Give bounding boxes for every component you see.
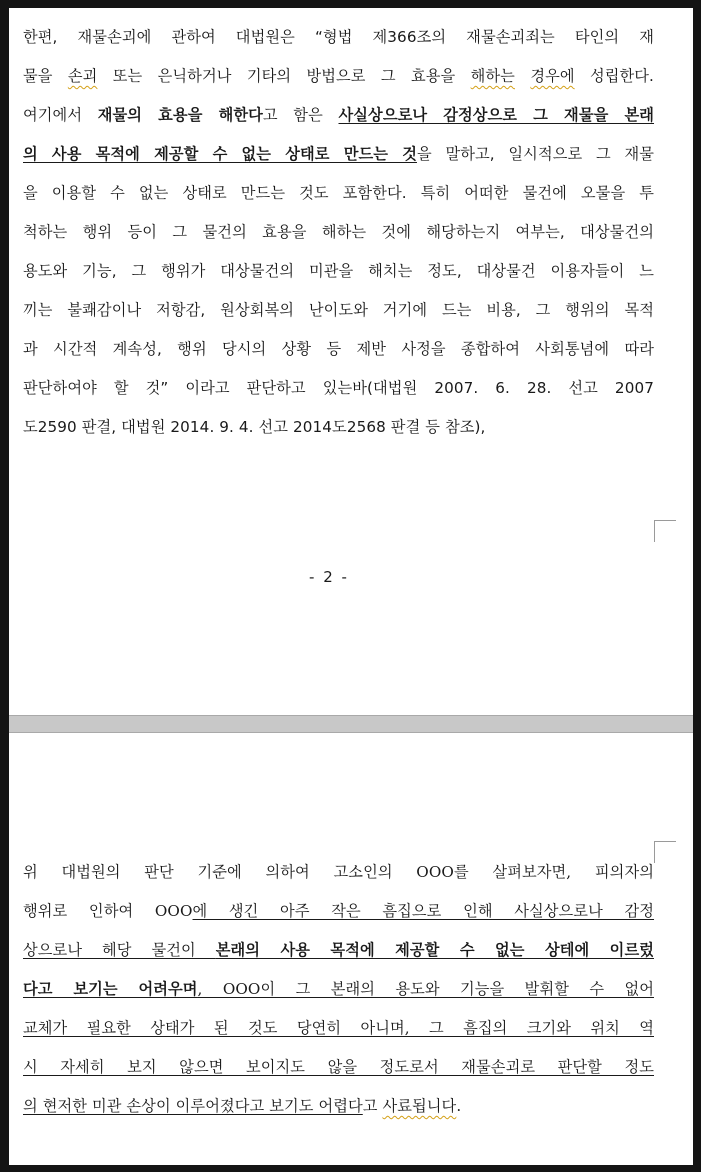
text-run: 또는 은닉하거나 기타의 방법으로 그 효용을 <box>97 67 471 85</box>
text-line <box>23 291 654 330</box>
text-run: 경우에 <box>530 67 575 85</box>
text-run: 본래의 사용 목적에 제공할 수 없는 상테에 이르렀 <box>215 941 654 959</box>
text-line <box>23 252 654 291</box>
text-line <box>23 1087 654 1126</box>
text-run: 을 말하고, 일시적으로 그 재물 <box>416 145 654 163</box>
text-line <box>23 892 654 931</box>
text-line <box>23 369 654 408</box>
text-run: 용도와 기능, 그 행위가 대상물건의 미관을 해치는 정도, 대상물건 이용자들이 느 <box>23 262 654 280</box>
text-line <box>23 1048 654 1087</box>
text-line <box>23 1009 654 1048</box>
text-run: 성립한다. <box>574 67 654 85</box>
text-line <box>23 408 654 447</box>
text-run: 여기에서 <box>23 106 98 124</box>
text-run: 상으로나 헤당 물건이 <box>23 941 216 959</box>
text-run: 한편, 재물손괴에 관하여 대법원은 “형법 제366조의 재물손괴죄는 타인의 재 <box>23 28 654 46</box>
text-run: 다고 보기는 어려우며 <box>23 980 198 998</box>
text-run: 행위로 인하여 OOO <box>23 902 193 920</box>
text-run: 의 현저한 미관 손상이 이루어졌다고 보기도 어렵다 <box>23 1097 363 1115</box>
text-run: 척하는 행위 등이 그 물건의 효용을 해하는 것에 해당하는지 여부는, 대상물건의 <box>23 223 654 241</box>
text-run: 사실상으로나 감정상으로 그 재물을 본래 <box>338 106 655 124</box>
text-line <box>23 96 654 135</box>
text-run: 재물의 효용을 해한다 <box>97 106 263 124</box>
text-run: 과 시간적 계속성, 행위 당시의 상황 등 제반 사정을 종합하여 사회통념에 따라 <box>23 340 654 358</box>
text-run: 손괴 <box>67 67 98 85</box>
text-run <box>515 67 530 85</box>
text-run: , OOO이 그 본래의 용도와 기능을 발휘할 수 없어 <box>197 980 654 998</box>
text-run: 고 <box>362 1097 383 1115</box>
text-line <box>23 135 654 174</box>
text-line <box>23 970 654 1009</box>
text-line <box>23 853 654 892</box>
text-run: 위 대법원의 판단 기준에 의하여 고소인의 OOO를 살펴보자면, 피의자의 <box>23 863 654 881</box>
text-run: 판단하여야 할 것” 이라고 판단하고 있는바(대법원 2007. 6. 28. 선고 2007 <box>23 379 654 397</box>
text-run: . <box>456 1097 462 1115</box>
text-run: 도2590 판결, 대법원 2014. 9. 4. 선고 2014도2568 판결 등 참조), <box>23 418 486 436</box>
text-run: 을 이용할 수 없는 상태로 만드는 것도 포함한다. 특히 어떠한 물건에 오물을 투 <box>23 184 654 202</box>
paragraph-end-marker <box>654 520 676 542</box>
text-run: 교체가 필요한 상태가 된 것도 당연히 아니며, 그 흠집의 크기와 위치 역 <box>23 1019 654 1037</box>
page-separator <box>9 715 693 733</box>
text-run: 사료됩니다 <box>382 1097 457 1115</box>
text-line <box>23 931 654 970</box>
page-number: - 2 - <box>309 568 349 586</box>
text-run: 고 함은 <box>262 106 339 124</box>
document-page-top <box>9 8 693 715</box>
text-run: 해하는 <box>470 67 515 85</box>
document-page-bottom <box>9 733 693 1165</box>
text-run: 물을 <box>23 67 68 85</box>
paragraph-legal-precedent <box>23 18 654 447</box>
text-run: 의 사용 목적에 제공할 수 없는 상태로 만드는 것 <box>23 145 417 163</box>
text-run: 에 생긴 아주 작은 흠집으로 인해 사실상으로나 감정 <box>192 902 655 920</box>
paragraph-start-marker <box>654 841 676 863</box>
text-line <box>23 174 654 213</box>
text-line <box>23 18 654 57</box>
text-line <box>23 57 654 96</box>
text-run: 끼는 불쾌감이나 저항감, 원상회복의 난이도와 거기에 드는 비용, 그 행위의 목적 <box>23 301 654 319</box>
text-run: 시 자세히 보지 않으면 보이지도 않을 정도로서 재물손괴로 판단할 정도 <box>23 1058 654 1076</box>
text-line <box>23 213 654 252</box>
text-line <box>23 330 654 369</box>
paragraph-conclusion <box>23 853 654 1126</box>
